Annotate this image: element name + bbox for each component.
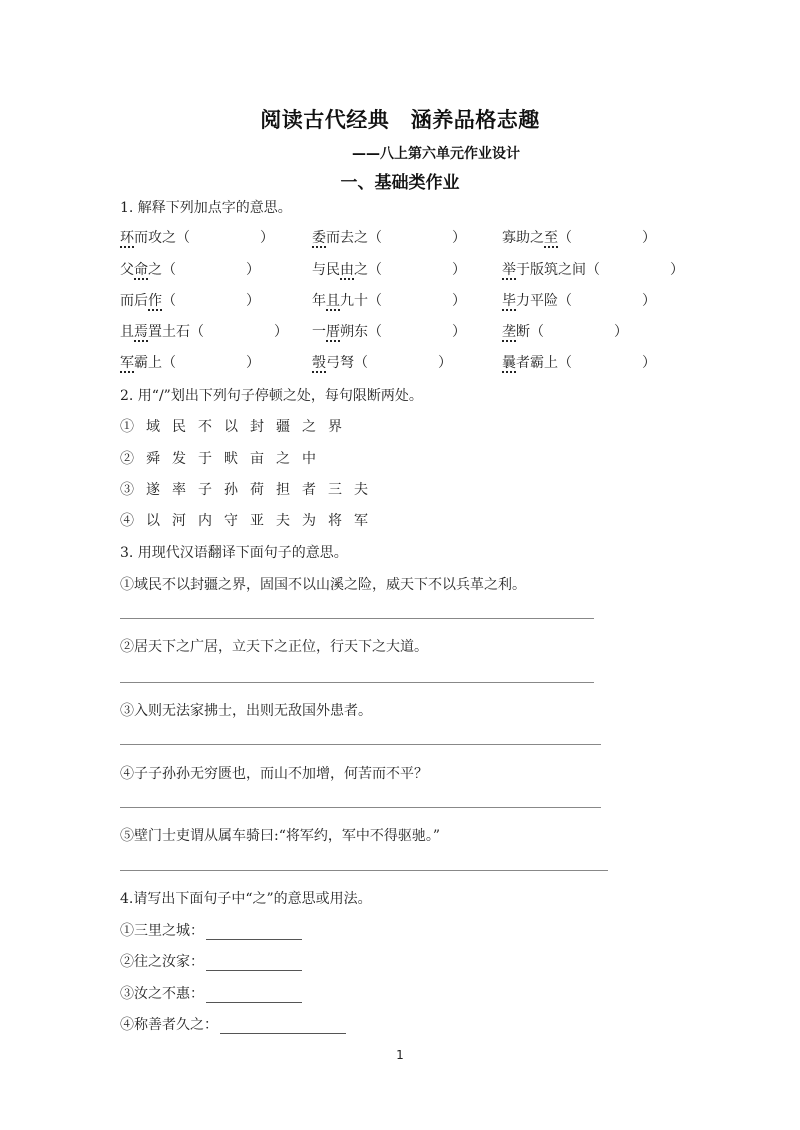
vocab-suffix: 于版筑之间（ ） — [516, 262, 684, 278]
answer-line[interactable] — [120, 807, 601, 808]
q3-item: ④子子孙孙无穷匮也，而山不加增，何苦而不平？ — [120, 766, 428, 782]
vocab-item — [312, 321, 466, 341]
vocab-prefix: 年 — [312, 293, 326, 309]
page-number: 1 — [396, 1048, 404, 1062]
dotted-character: 举 — [502, 262, 516, 278]
dotted-character: 焉 — [134, 324, 148, 340]
q4-item-label: ③汝之不惠： — [120, 986, 204, 1002]
q1-prompt: 1. 解释下列加点字的意思。 — [120, 200, 292, 216]
vocab-suffix: 朔东（ ） — [340, 324, 466, 340]
page-subtitle: ——八上第六单元作业设计 — [352, 146, 520, 162]
vocab-item — [120, 321, 288, 341]
vocab-item — [312, 290, 466, 310]
dotted-character: 命 — [134, 262, 148, 278]
dotted-character: 且 — [326, 293, 340, 309]
q3-item: ⑤壁门士吏谓从属车骑曰:“将军约，军中不得驱驰。” — [120, 828, 441, 844]
vocab-suffix: （ ） — [162, 293, 260, 309]
q4-item — [120, 920, 302, 940]
q2-item: ②舜发于畎亩之中 — [120, 451, 328, 467]
vocab-item — [312, 352, 452, 372]
vocab-item — [502, 259, 684, 279]
vocab-suffix: 断（ ） — [516, 324, 628, 340]
section-heading: 一、基础类作业 — [340, 173, 460, 193]
dotted-character: 由 — [340, 262, 354, 278]
vocab-prefix: 一 — [312, 324, 326, 340]
q4-item — [120, 983, 302, 1003]
q2-item: ③遂率子孙荷担者三夫 — [120, 482, 380, 498]
vocab-prefix: 而后 — [120, 293, 148, 309]
vocab-suffix: 者霸上（ ） — [516, 355, 656, 371]
dotted-character: 至 — [544, 230, 558, 246]
vocab-item — [120, 259, 260, 279]
vocab-suffix: 而去之（ ） — [326, 230, 466, 246]
dotted-character: 军 — [120, 355, 134, 371]
q3-prompt: 3. 用现代汉语翻译下面句子的意思。 — [120, 545, 348, 561]
vocab-item — [502, 352, 656, 372]
dotted-character: 环 — [120, 230, 134, 246]
q4-prompt: 4.请写出下面句子中“之”的意思或用法。 — [120, 891, 372, 907]
dotted-character: 垄 — [502, 324, 516, 340]
vocab-item — [502, 227, 656, 247]
vocab-suffix: （ ） — [558, 230, 656, 246]
q4-item-label: ②往之汝家： — [120, 954, 204, 970]
vocab-suffix: 置土石（ ） — [148, 324, 288, 340]
q3-item: ②居天下之广居，立天下之正位，行天下之大道。 — [120, 639, 428, 655]
q4-item — [120, 1014, 346, 1034]
q3-item: ①域民不以封疆之界，固国不以山溪之险，威天下不以兵革之利。 — [120, 577, 526, 593]
vocab-item — [312, 227, 466, 247]
q2-prompt: 2. 用“/”划出下列句子停顿之处，每句限断两处。 — [120, 388, 423, 404]
answer-line[interactable] — [120, 618, 594, 619]
q2-item: ①域民不以封疆之界 — [120, 419, 354, 435]
answer-blank[interactable] — [206, 988, 302, 1003]
vocab-item — [120, 290, 260, 310]
vocab-item — [502, 321, 628, 341]
answer-line[interactable] — [120, 870, 608, 871]
vocab-suffix: 之（ ） — [148, 262, 260, 278]
answer-blank[interactable] — [220, 1019, 346, 1034]
vocab-item — [312, 259, 466, 279]
dotted-character: 作 — [148, 293, 162, 309]
page-title: 阅读古代经典 涵养品格志趣 — [260, 108, 540, 132]
answer-line[interactable] — [120, 744, 601, 745]
q3-item: ③入则无法家拂士，出则无敌国外患者。 — [120, 703, 372, 719]
dotted-character: 毕 — [502, 293, 516, 309]
dotted-character: 委 — [312, 230, 326, 246]
q4-item-label: ④称善者久之： — [120, 1017, 218, 1033]
q2-item: ④以河内守亚夫为将军 — [120, 513, 380, 529]
answer-line[interactable] — [120, 682, 594, 683]
vocab-suffix: 力平险（ ） — [516, 293, 656, 309]
q4-item — [120, 951, 302, 971]
vocab-suffix: 霸上（ ） — [134, 355, 260, 371]
vocab-item — [120, 352, 260, 372]
vocab-prefix: 且 — [120, 324, 134, 340]
dotted-character: 曩 — [502, 355, 516, 371]
vocab-item — [120, 227, 274, 247]
answer-blank[interactable] — [206, 956, 302, 971]
dotted-character: 厝 — [326, 324, 340, 340]
vocab-prefix: 寡助之 — [502, 230, 544, 246]
answer-blank[interactable] — [206, 925, 302, 940]
vocab-suffix: 九十（ ） — [340, 293, 466, 309]
vocab-item — [502, 290, 656, 310]
vocab-prefix: 与民 — [312, 262, 340, 278]
vocab-suffix: 而攻之（ ） — [134, 230, 274, 246]
dotted-character: 彀 — [312, 355, 326, 371]
q4-item-label: ①三里之城： — [120, 923, 204, 939]
vocab-suffix: 之（ ） — [354, 262, 466, 278]
vocab-prefix: 父 — [120, 262, 134, 278]
vocab-suffix: 弓弩（ ） — [326, 355, 452, 371]
